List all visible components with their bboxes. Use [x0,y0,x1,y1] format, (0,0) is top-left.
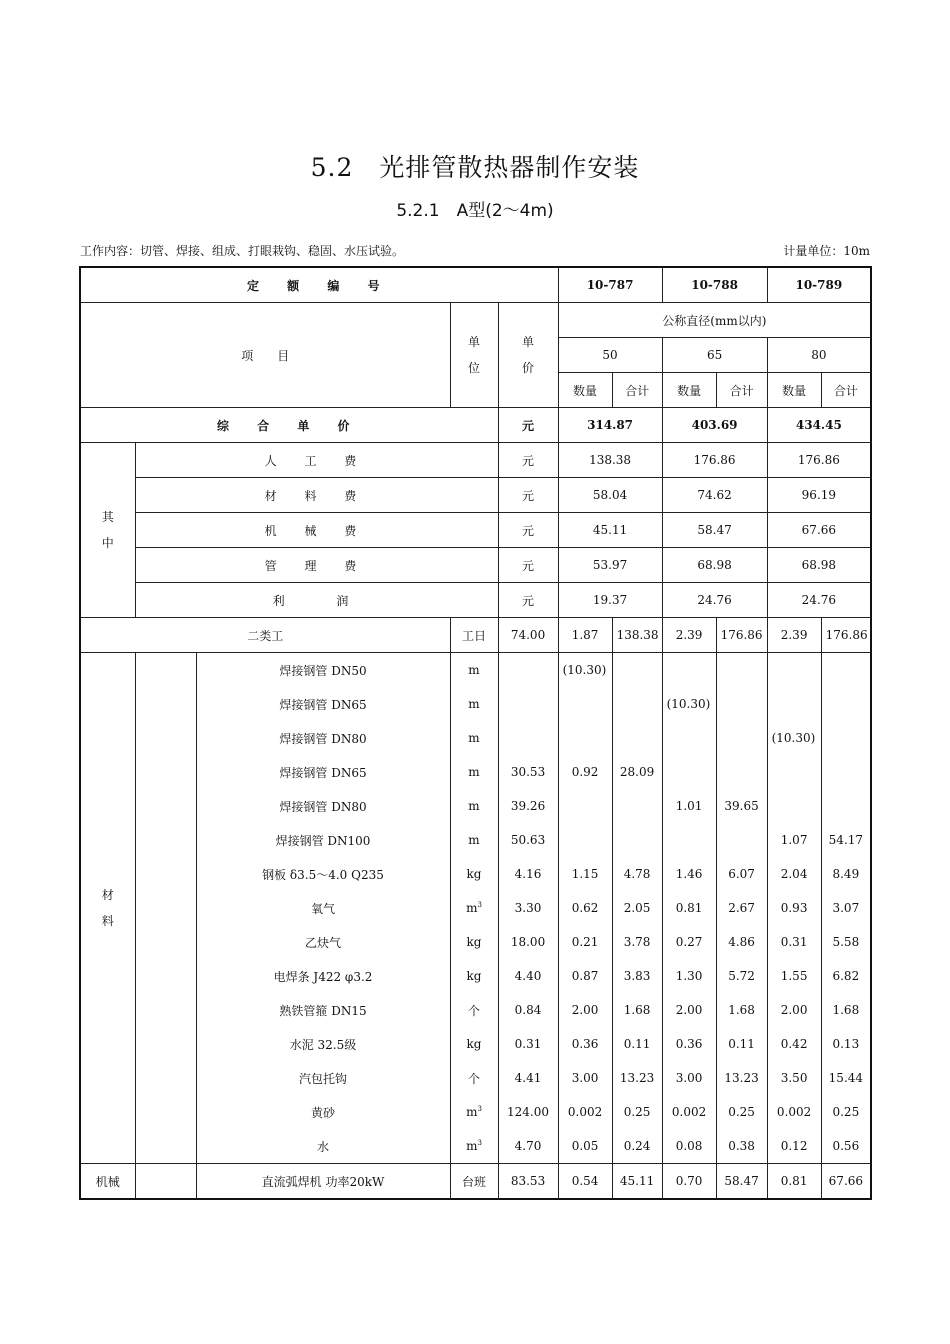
material-cell [716,653,767,688]
material-cell [662,755,716,789]
material-name: 黄砂 [196,1095,450,1129]
material-row [80,755,871,789]
material-row [80,721,871,755]
machinery-cell: 0.54 [558,1164,612,1200]
composite-price-row [80,408,871,443]
machinery-cell: 67.66 [821,1164,871,1200]
machinery-name: 直流弧焊机 功率20kW [196,1164,450,1200]
quota-code: 10-788 [662,267,767,303]
material-name: 钢板 δ3.5～4.0 Q235 [196,857,450,891]
diameter-value: 65 [662,338,767,373]
material-cell: 0.93 [767,891,821,925]
material-cell [767,789,821,823]
cost-label: 人 工 费 [135,443,498,478]
material-row [80,687,871,721]
cost-value: 67.66 [767,513,871,548]
material-cell: 1.55 [767,959,821,993]
material-cell [612,653,662,688]
diameter-label: 公称直径(mm以内) [558,303,871,338]
material-cell: 0.92 [558,755,612,789]
material-cell [716,687,767,721]
material-price: 4.16 [498,857,558,891]
labor-row [80,618,871,653]
material-cell: 0.25 [612,1095,662,1129]
material-unit: kg [450,925,498,959]
material-cell: 0.08 [662,1129,716,1164]
material-unit: 个 [450,993,498,1027]
cost-label: 利 润 [135,583,498,618]
material-name: 焊接钢管 DN80 [196,789,450,823]
cost-label: 机 械 费 [135,513,498,548]
item-label: 项 目 [80,303,450,408]
material-cell: 0.56 [821,1129,871,1164]
material-cell: 0.002 [767,1095,821,1129]
material-cell: 0.81 [662,891,716,925]
material-cell: 1.68 [612,993,662,1027]
material-price: 18.00 [498,925,558,959]
unit-header: 单 位 [450,303,498,408]
material-cell: 2.67 [716,891,767,925]
price-header: 单 价 [498,303,558,408]
material-cell: 2.05 [612,891,662,925]
material-row [80,1027,871,1061]
material-cell: 0.42 [767,1027,821,1061]
material-price: 50.63 [498,823,558,857]
material-cell: 1.30 [662,959,716,993]
material-row [80,1061,871,1095]
material-cell [767,687,821,721]
material-price: 0.31 [498,1027,558,1061]
material-cell: 13.23 [612,1061,662,1095]
material-cell [821,687,871,721]
material-cell: (10.30) [558,653,612,688]
material-cell: 4.86 [716,925,767,959]
labor-cell: 1.87 [558,618,612,653]
material-cell [716,823,767,857]
material-unit: m [450,687,498,721]
material-cell: 0.11 [612,1027,662,1061]
material-cell: 2.04 [767,857,821,891]
material-price: 4.40 [498,959,558,993]
material-cell: 1.07 [767,823,821,857]
material-name: 水泥 32.5级 [196,1027,450,1061]
cost-value: 176.86 [767,443,871,478]
quota-no-label: 定 额 编 号 [80,267,558,303]
material-cell: 2.00 [662,993,716,1027]
labor-cell: 2.39 [767,618,821,653]
section-subtitle: 5.2.1 A型(2～4m) [396,201,554,221]
material-cell: 0.21 [558,925,612,959]
material-row [80,891,871,925]
material-row [80,1095,871,1129]
material-cell: 0.002 [558,1095,612,1129]
material-cell [767,653,821,688]
material-cell: 0.87 [558,959,612,993]
material-cell [821,721,871,755]
material-unit: kg [450,1027,498,1061]
labor-price: 74.00 [498,618,558,653]
material-cell: 3.00 [662,1061,716,1095]
material-unit: $m^3$ [450,1095,498,1129]
cost-row [80,443,871,478]
material-cell: 0.62 [558,891,612,925]
material-cell: (10.30) [767,721,821,755]
qty-label: 数量 [662,373,716,408]
composite-unit: 元 [498,408,558,443]
cost-value: 74.62 [662,478,767,513]
material-cell: 3.78 [612,925,662,959]
sum-label: 合计 [612,373,662,408]
materials-blank-cell [135,653,196,1164]
labor-cell: 176.86 [716,618,767,653]
material-unit: m [450,653,498,688]
material-unit: m [450,823,498,857]
composite-value: 434.45 [767,408,871,443]
material-cell: 6.82 [821,959,871,993]
material-cell: 0.002 [662,1095,716,1129]
material-cell: 54.17 [821,823,871,857]
cost-row [80,478,871,513]
cost-value: 138.38 [558,443,662,478]
material-name: 氧气 [196,891,450,925]
material-cell: 1.68 [716,993,767,1027]
material-row [80,993,871,1027]
material-cell: 0.36 [662,1027,716,1061]
material-cell [558,687,612,721]
composite-label: 综 合 单 价 [80,408,498,443]
material-price: 0.84 [498,993,558,1027]
material-name: 焊接钢管 DN65 [196,687,450,721]
cost-value: 45.11 [558,513,662,548]
machinery-blank-cell [135,1164,196,1200]
material-cell: 0.11 [716,1027,767,1061]
material-name: 焊接钢管 DN100 [196,823,450,857]
machinery-cell: 0.70 [662,1164,716,1200]
material-cell: 0.13 [821,1027,871,1061]
material-cell: 39.65 [716,789,767,823]
qty-label: 数量 [558,373,612,408]
material-unit: $m^3$ [450,1129,498,1164]
material-name: 乙炔气 [196,925,450,959]
labor-cell: 2.39 [662,618,716,653]
material-cell: 3.07 [821,891,871,925]
material-cell [821,789,871,823]
materials-group-label: 材 料 [80,653,135,1164]
diameter-value: 50 [558,338,662,373]
material-price [498,687,558,721]
machinery-price: 83.53 [498,1164,558,1200]
cost-value: 68.98 [662,548,767,583]
cost-value: 19.37 [558,583,662,618]
material-unit: m [450,755,498,789]
material-cell: 2.00 [767,993,821,1027]
material-cell: (10.30) [662,687,716,721]
quota-code: 10-787 [558,267,662,303]
material-name: 焊接钢管 DN80 [196,721,450,755]
material-unit: m [450,721,498,755]
cost-value: 58.47 [662,513,767,548]
sum-label: 合计 [821,373,871,408]
material-cell: 4.78 [612,857,662,891]
material-row [80,789,871,823]
material-cell [821,653,871,688]
material-cell: 15.44 [821,1061,871,1095]
material-row [80,925,871,959]
unit-note: 计量单位：10m [783,244,870,258]
sum-label: 合计 [716,373,767,408]
cost-value: 96.19 [767,478,871,513]
cost-row [80,583,871,618]
machinery-row [80,1164,871,1200]
material-cell: 0.05 [558,1129,612,1164]
material-cell: 0.12 [767,1129,821,1164]
material-row [80,959,871,993]
material-cell: 1.68 [821,993,871,1027]
material-cell [716,755,767,789]
material-name: 焊接钢管 DN50 [196,653,450,688]
material-cell: 3.00 [558,1061,612,1095]
material-cell: 0.27 [662,925,716,959]
material-cell: 2.00 [558,993,612,1027]
material-cell [662,653,716,688]
material-cell: 28.09 [612,755,662,789]
material-cell [612,721,662,755]
material-name: 熟铁管箍 DN15 [196,993,450,1027]
cost-value: 176.86 [662,443,767,478]
material-cell [558,789,612,823]
material-unit: $m^3$ [450,891,498,925]
cost-label: 管 理 费 [135,548,498,583]
material-cell: 5.58 [821,925,871,959]
machinery-cell: 0.81 [767,1164,821,1200]
material-cell: 3.83 [612,959,662,993]
material-cell: 0.25 [821,1095,871,1129]
material-cell: 1.01 [662,789,716,823]
material-price: 30.53 [498,755,558,789]
material-price: 39.26 [498,789,558,823]
material-cell: 0.38 [716,1129,767,1164]
material-cell [716,721,767,755]
material-cell [558,823,612,857]
composite-value: 314.87 [558,408,662,443]
material-row [80,857,871,891]
material-cell: 0.31 [767,925,821,959]
material-cell [612,687,662,721]
material-cell: 6.07 [716,857,767,891]
material-cell [558,721,612,755]
cost-unit: 元 [498,478,558,513]
cost-value: 24.76 [767,583,871,618]
material-cell: 8.49 [821,857,871,891]
labor-cell: 138.38 [612,618,662,653]
labor-label: 二类工 [80,618,450,653]
diameter-value: 80 [767,338,871,373]
material-cell [821,755,871,789]
cost-unit: 元 [498,513,558,548]
quota-table [79,266,872,1200]
material-name: 焊接钢管 DN65 [196,755,450,789]
material-price: 4.70 [498,1129,558,1164]
material-cell: 1.46 [662,857,716,891]
cost-label: 材 料 费 [135,478,498,513]
material-cell: 0.25 [716,1095,767,1129]
cost-unit: 元 [498,548,558,583]
material-cell [662,823,716,857]
machinery-unit: 台班 [450,1164,498,1200]
quota-code: 10-789 [767,267,871,303]
material-row [80,1129,871,1164]
qty-label: 数量 [767,373,821,408]
material-unit: kg [450,959,498,993]
cost-value: 58.04 [558,478,662,513]
material-cell: 13.23 [716,1061,767,1095]
material-price: 3.30 [498,891,558,925]
page-title: 5.2 光排管散热器制作安装 [310,153,640,182]
material-cell: 5.72 [716,959,767,993]
material-cell [612,789,662,823]
labor-cell: 176.86 [821,618,871,653]
material-cell: 3.50 [767,1061,821,1095]
material-row [80,823,871,857]
material-name: 电焊条 J422 φ3.2 [196,959,450,993]
machinery-cell: 58.47 [716,1164,767,1200]
material-cell [612,823,662,857]
cost-value: 24.76 [662,583,767,618]
material-cell: 1.15 [558,857,612,891]
material-price [498,721,558,755]
material-unit: m [450,789,498,823]
material-row [80,653,871,688]
material-name: 水 [196,1129,450,1164]
quota-number-row [80,267,871,303]
cost-unit: 元 [498,443,558,478]
composite-value: 403.69 [662,408,767,443]
material-name: 汽包托钩 [196,1061,450,1095]
among-group-label: 其 中 [80,443,135,618]
material-price: 4.41 [498,1061,558,1095]
labor-unit: 工日 [450,618,498,653]
cost-value: 68.98 [767,548,871,583]
machinery-group-label: 机械 [80,1164,135,1200]
header-row-diameter [80,303,871,338]
work-content: 工作内容：切管、焊接、组成、打眼栽钩、稳固、水压试验。 [80,244,405,258]
material-price [498,653,558,688]
material-cell: 0.36 [558,1027,612,1061]
material-cell [767,755,821,789]
cost-unit: 元 [498,583,558,618]
cost-row [80,513,871,548]
cost-row [80,548,871,583]
machinery-cell: 45.11 [612,1164,662,1200]
material-cell: 0.24 [612,1129,662,1164]
material-price: 124.00 [498,1095,558,1129]
material-cell [662,721,716,755]
material-unit: 个 [450,1061,498,1095]
material-unit: kg [450,857,498,891]
cost-value: 53.97 [558,548,662,583]
